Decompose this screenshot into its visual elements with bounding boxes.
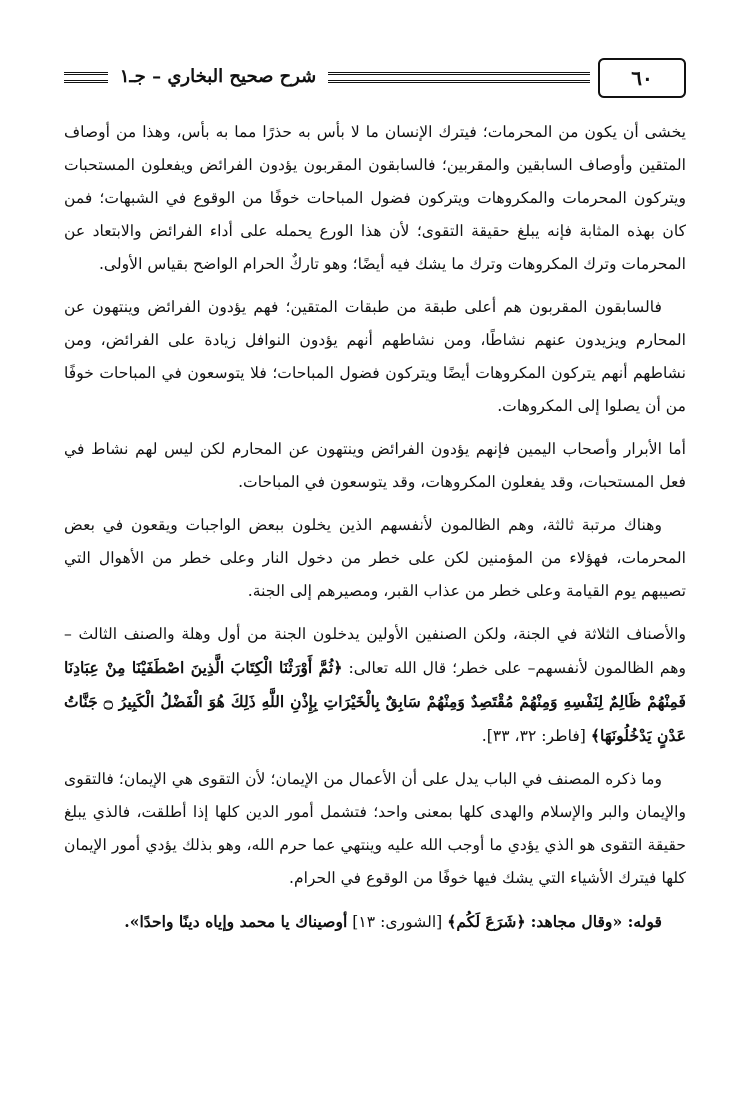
quran-reference-fatir: [فاطر: ٣٢، ٣٣].: [481, 727, 586, 745]
quran-reference-shura: [الشورى: ١٣]: [352, 913, 443, 931]
running-title: شرح صحيح البخاري – جـ١: [108, 62, 328, 92]
paragraph-7-lead: قوله: «وقال مجاهد:: [530, 912, 662, 931]
paragraph-7-tail: أوصيناك يا محمد وإياه دينًا واحدًا».: [124, 912, 348, 931]
paragraph-2: فالسابقون المقربون هم أعلى طبقة من طبقات المتقين؛ فهم يؤدون الفرائض وينتهون عن المحارم ويزيدون عنهم نشاطًا، ومن نشاطهم أنهم يؤدون النوافل زيادة على الفرائض، ومن نشاطهم أنهم يتركون المكروهات أيضًا ويتركون فضول المباحات؛ فلا يتوسعون في المباحات خوفًا من أن يصلوا إلى المكروهات.: [64, 298, 686, 415]
page-header: [64, 58, 686, 98]
paragraph-1: يخشى أن يكون من المحرمات؛ فيترك الإنسان ما لا بأس به حذرًا مما به بأس، وهذا من أوصاف المتقين وأوصاف السابقين والمقربين؛ فالسابقون المقربون يؤدون الفرائض ويفعلون المستحبات ويتركون المحرمات والمكروهات ويتركون فضول المباحات خوفًا من الوقوع في الشبهات؛ فمن كان بهذه المثابة فإنه يبلغ حقيقة التقوى؛ لأن هذا الورع يحمله على أداء الفرائض والابتعاد عن المحرمات وترك المكروهات وترك ما يشك فيه أيضًا؛ وهو تاركٌ الحرام الواضح بقياس الأولى.: [64, 123, 686, 273]
paragraph-6: وما ذكره المصنف في الباب يدل على أن الأعمال من الإيمان؛ لأن التقوى هي الإيمان؛ فالتقوى والإيمان والبر والإسلام والهدى كلها بمعنى واحد؛ فتشمل أمور الدين كلها إذا أطلقت، فالذي يبلغ حقيقة التقوى هو الذي يؤدي ما أوجب الله عليه وينتهي عما حرم الله، وهو بذلك يؤدي أمور الإيمان كلها فيترك الأشياء التي يشك فيها خوفًا من الوقوع في الحرام.: [64, 770, 686, 887]
paragraph-3: أما الأبرار وأصحاب اليمين فإنهم يؤدون الفرائض وينتهون عن المحارم لكن ليس لهم نشاط في فعل المستحبات، وقد يفعلون المكروهات، وقد يتوسعون في المباحات.: [64, 440, 686, 491]
page-number: ٦٠: [598, 58, 686, 98]
quran-verse-fatir: ﴿ثُمَّ أَوْرَثْنَا الْكِتَابَ الَّذِينَ اصْطَفَيْنَا مِنْ عِبَادِنَا فَمِنْهُمْ ظَالِمٌ لِنَفْسِهِ وَمِنْهُمْ مُقْتَصِدٌ وَمِنْهُمْ سَابِقٌ بِالْخَيْرَاتِ بِإِذْنِ اللَّهِ ذَلِكَ هُوَ الْفَضْلُ الْكَبِيرُ ۝ جَنَّاتُ عَدْنٍ يَدْخُلُونَهَا﴾: [64, 658, 686, 745]
paragraph-5-lead: والأصناف الثلاثة في الجنة، ولكن الصنفين الأولين يدخلون الجنة من أول وهلة والصنف الثالث –وهم الظالمون لأنفسهم– على خطر؛ قال الله تعالى:: [64, 625, 686, 677]
paragraph-7: [64, 905, 686, 939]
paragraph-4: وهناك مرتبة ثالثة، وهم الظالمون لأنفسهم الذين يخلون ببعض الواجبات ويقعون في بعض المحرمات، فهؤلاء من المؤمنين لكن على خطر من دخول النار وعلى خطر من الأهوال التي تصيبهم يوم القيامة وعلى خطر من عذاب القبر، ومصيرهم إلى الجنة.: [64, 516, 686, 600]
paragraph-5: [64, 618, 686, 753]
quran-verse-shura: ﴿شَرَعَ لَكُم﴾: [447, 912, 526, 931]
page-body: [64, 116, 686, 1084]
